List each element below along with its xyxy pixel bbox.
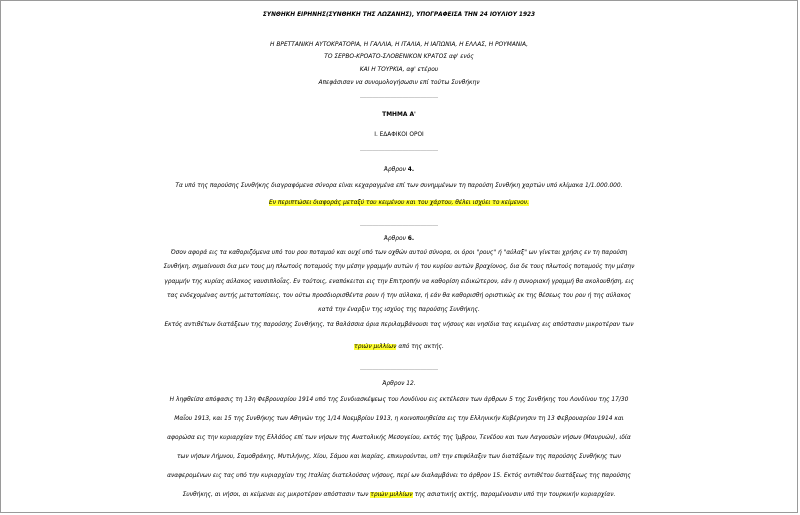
article-12-line-1: Η ληφθείσα απόφασις τη 13η Φεβρουαρίου 1914 υπό της Συνδιασκέψεως του Λονδίνου εις εκτέλεσιν των άρθρων 5 της Συνθήκης του Λονδίνου της 17/30 bbox=[169, 397, 629, 403]
separator: ………………………………… bbox=[360, 146, 438, 153]
separator: ………………………………… bbox=[360, 93, 438, 100]
article-6-line-4: τας ενδεχομένας αυτής μετατοπίσεις, τον ούτω προσδιορισθέντα ρουν ή την αύλακα, ή εάν θα καθορισθή οριστικώς εκ της θέσεως του ρου ή της αύλακος bbox=[166, 293, 632, 299]
article-6-line-3: γραμμήν της κυρίας αύλακος ναυσιπλοΐας. Εν τούτοις, εναπόκειται εις την Επιτροπήν να καθορίση ειδικώτερον, εάν η συνοριακή γραμμή θα ακολουθήση, εις bbox=[164, 279, 634, 285]
separator: ………………………………… bbox=[360, 365, 438, 372]
article-6-line-1: Όσον αφορά εις τα καθοριζόμενα υπό του ρου ποταμού και ουχί υπό των οχθών αυτού σύνορα, οι όροι "ρους" ή "αύλαξ" ων γίνεται χρήσις εν τη παρούση bbox=[170, 250, 628, 256]
article-6-line-2: Συνθήκη, σημαίνουσι δια μεν τους μη πλωτούς ποταμούς την μέσην γραμμήν αυτών ή του κυρίου αυτών βραχίονος, δια δε τους πλωτούς ποταμούς την μέσην bbox=[163, 264, 635, 270]
highlighted-text: Εν περιπτώσει διαφοράς μεταξύ του κειμένου και του χάρτου, θέλει ισχύει το κείμενον. bbox=[269, 200, 529, 206]
highlighted-text: τριών μιλλίων bbox=[370, 492, 413, 498]
section-heading: ΤΜΗΜΑ Α' bbox=[382, 112, 416, 118]
parties-line-3: ΚΑΙ Η ΤΟΥΡΚΙΑ, αφ' ετέρου bbox=[359, 67, 439, 73]
separator: ………………………………… bbox=[360, 221, 438, 228]
article-12-line-5: αναφερομένων εις τας υπό την κυριαρχίαν της Ιταλίας διατελούσας νήσους, περί ων διαλαμβάνει το άρθρον 15. Εκτός αντιθέτου διατάξεως της παρούσης bbox=[167, 473, 631, 479]
article-6-line-6: Εκτός αντιθέτων διατάξεων της παρούσης Συνθήκης, τα θαλάσσια όρια περιλαμβάνουσι τας νήσους και νησίδια τας κειμένας εις απόστασιν μικροτέραν των bbox=[164, 322, 634, 328]
parties-line-1: Η ΒΡΕΤΤΑΝΙΚΗ ΑΥΤΟΚΡΑΤΟΡΙΑ, Η ΓΑΛΛΙΑ, Η ΙΤΑΛΙΑ, Η ΙΑΠΩΝΙΑ, Η ΕΛΛΑΣ, Η ΡΟΥΜΑΝΙΑ, bbox=[270, 42, 528, 48]
article-12-line-4: των νήσων Λήμνου, Σαμοθράκης, Μυτιλήνης, Χίου, Σάμου και Ικαρίας, επικυρούνται, υπ? την επιφύλαξιν των διατάξεων της παρούσης Συνθήκης των bbox=[176, 454, 622, 460]
article-12-line-3: αφορώσα εις την κυριαρχίαν της Ελλάδος επί των νήσων της Ανατολικής Μεσογείου, εκτός της Ίμβρου, Τενέδου και των Λαγουσών νήσων (Μαυρυών), ιδία bbox=[167, 435, 631, 441]
article-6-heading: Άρθρον 6. bbox=[383, 236, 415, 242]
highlighted-text: τριών μιλλίων bbox=[354, 344, 397, 350]
article-12-line-2: Μαΐου 1913, και 15 της Συνθήκης των Αθηνών της 1/14 Νοεμβρίου 1913, η κοινοποιηθείσα εις την Ελληνικήν Κυβέρνησιν τη 13 Φεβρουαρίου 1914 και bbox=[174, 416, 624, 422]
article-4-heading: Άρθρον 4. bbox=[383, 167, 415, 173]
article-4-line-2 bbox=[1, 197, 797, 209]
article-12-heading: Άρθρον 12. bbox=[382, 381, 416, 387]
parties-line-4: Απεφάσισαν να συνομολογήσωσιν επί τούτω Συνθήκην bbox=[318, 80, 480, 86]
article-12-line-6: Συνθήκης, αι νήσοι, αι κείμεναι εις μικροτέραν απόστασιν των τριών μιλλίων της ασιατικής ακτής, παραμένουσιν υπό την τουρκικήν κυριαρχίαν. bbox=[182, 492, 616, 498]
article-4-line-1: Τα υπό της παρούσης Συνθήκης διαγραφόμενα σύνορα είναι κεχαραγμένα επί των συνημμένων τη παρούση Συνθήκη χαρτών υπό κλίμακα 1/1.000.000. bbox=[175, 183, 623, 189]
article-6-line-7: τριών μιλλίων από της ακτής. bbox=[354, 344, 444, 350]
article-6-line-5: κατά την έναρξιν της ισχύος της παρούσης Συνθήκης. bbox=[318, 307, 480, 313]
parties-line-2: ΤΟ ΣΕΡΒΟ-ΚΡΟΑΤΟ-ΣΛΟΒΕΝΙΚΟΝ ΚΡΑΤΟΣ αφ' ενός bbox=[324, 54, 474, 60]
treaty-title: ΣΥΝΘΗΚΗ ΕΙΡΗΝΗΣ(ΣΥΝΘΗΚΗ ΤΗΣ ΛΩΖΑΝΗΣ), ΥΠΟΓΡΑΦΕΙΣΑ ΤΗΝ 24 ΙΟΥΛΙΟΥ 1923 bbox=[262, 12, 536, 18]
subsection-heading: Ι. ΕΔΑΦΙΚΟΙ ΟΡΟΙ bbox=[374, 132, 424, 138]
